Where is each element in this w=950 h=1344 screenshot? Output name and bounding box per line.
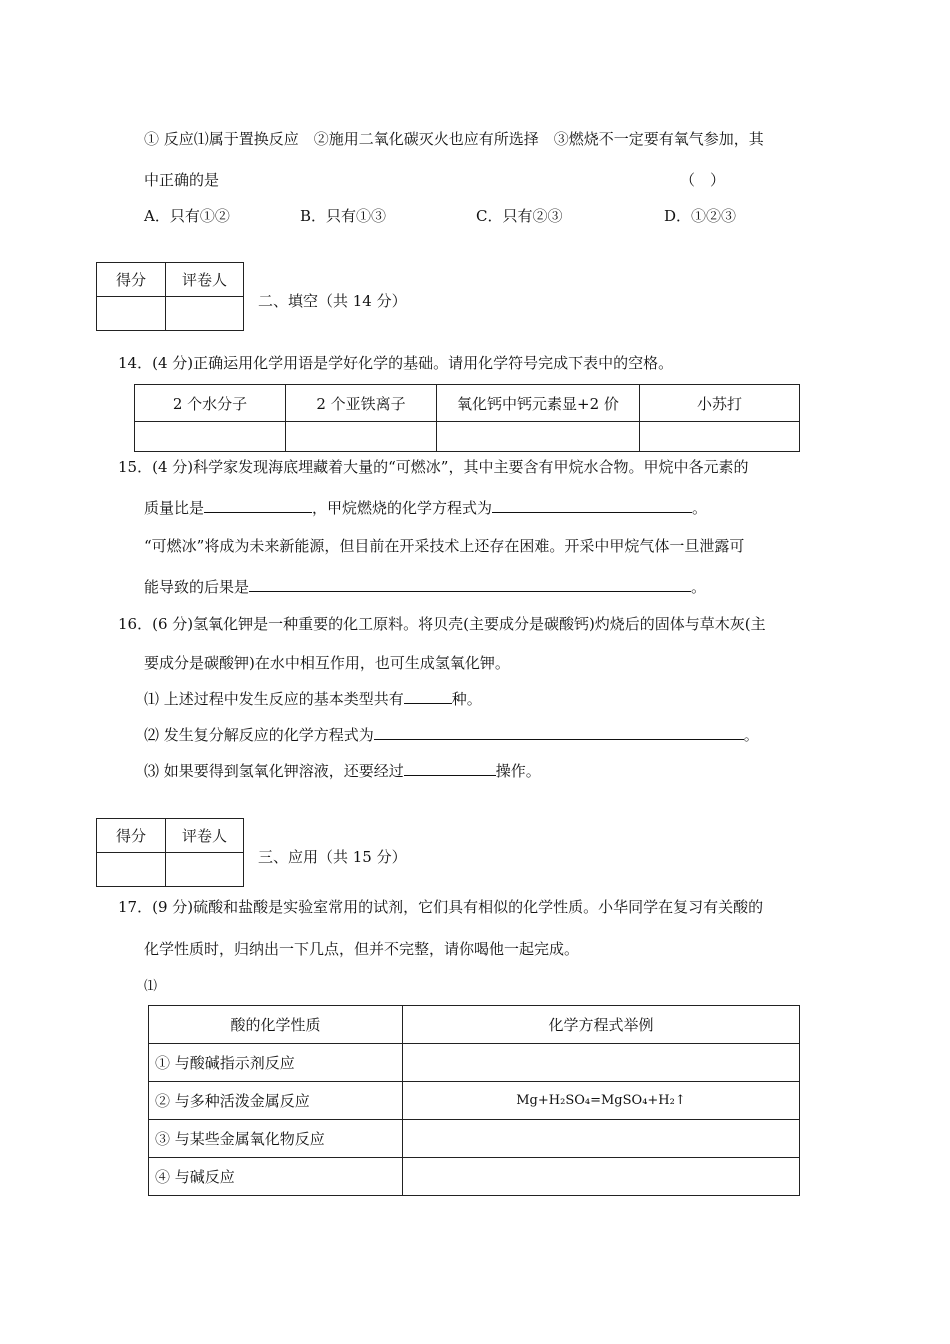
section3-title: 三、应用（共 15 分） xyxy=(258,848,407,866)
q17-line1: 17．(9 分)硫酸和盐酸是实验室常用的试剂，它们具有相似的化学性质。小华同学在复习有关酸的 xyxy=(118,898,764,916)
score-box-section3 xyxy=(96,818,244,887)
q15-consequence-blank[interactable] xyxy=(249,576,691,592)
q15-line2 xyxy=(144,497,707,518)
q16-part2 xyxy=(144,724,759,745)
q14-header: 氧化钙中钙元素显+2 价 xyxy=(437,385,640,422)
score-cell[interactable] xyxy=(97,853,166,887)
grader-cell[interactable] xyxy=(166,853,244,887)
q15-line1: 15．(4 分)科学家发现海底埋藏着大量的“可燃冰”，其中主要含有甲烷水合物。甲烷中各元素的 xyxy=(118,458,749,476)
q14-text: 14．(4 分)正确运用化学用语是学好化学的基础。请用化学符号完成下表中的空格。 xyxy=(118,354,674,372)
grader-cell[interactable] xyxy=(166,297,244,331)
q14-header: 2 个水分子 xyxy=(135,385,286,422)
score-label: 得分 xyxy=(97,819,166,853)
q16-line2: 要成分是碳酸钾)在水中相互作用，也可生成氢氧化钾。 xyxy=(144,654,510,672)
q14-answer-cell[interactable] xyxy=(640,422,800,452)
q17-line2: 化学性质时，归纳出一下几点，但并不完整，请你喝他一起完成。 xyxy=(144,940,580,958)
q15-line2-a: 质量比是 xyxy=(144,499,205,517)
q17-table xyxy=(148,1005,800,1196)
q17-row-property: ① 与酸碱指示剂反应 xyxy=(149,1044,403,1082)
score-box-section2 xyxy=(96,262,244,331)
q13-option-c: C．只有②③ xyxy=(476,207,563,225)
q14-table xyxy=(134,384,800,452)
q16-part3-end: 操作。 xyxy=(495,762,541,780)
q14-answer-cell[interactable] xyxy=(437,422,640,452)
q13-line2: 中正确的是 xyxy=(144,171,220,189)
q14-header: 2 个亚铁离子 xyxy=(286,385,437,422)
q14-header: 小苏打 xyxy=(640,385,800,422)
q16-part1-text: ⑴ 上述过程中发生反应的基本类型共有 xyxy=(144,690,404,708)
q16-part2-text: ⑵ 发生复分解反应的化学方程式为 xyxy=(144,726,374,744)
section2-title: 二、填空（共 14 分） xyxy=(258,292,407,310)
q13-option-d: D．①②③ xyxy=(664,207,737,225)
q17-sub1: ⑴ xyxy=(144,979,158,994)
q14-answer-cell[interactable] xyxy=(286,422,437,452)
q17-row-equation-cell[interactable] xyxy=(403,1158,800,1196)
q15-line4 xyxy=(144,576,706,597)
q15-line4-a: 能导致的后果是 xyxy=(144,578,250,596)
q17-row-property: ④ 与碱反应 xyxy=(149,1158,403,1196)
q16-reaction-type-blank[interactable] xyxy=(404,688,452,704)
q16-part3-text: ⑶ 如果要得到氢氧化钾溶液，还要经过 xyxy=(144,762,404,780)
q13-answer-paren: （ ） xyxy=(680,171,726,189)
grader-label: 评卷人 xyxy=(166,263,244,297)
q16-equation-blank[interactable] xyxy=(374,724,744,740)
q16-line1: 16．(6 分)氢氧化钾是一种重要的化工原料。将贝壳(主要成分是碳酸钙)灼烧后的固体与草木灰(主 xyxy=(118,615,766,633)
q17-row-property: ② 与多种活泼金属反应 xyxy=(149,1082,403,1120)
q15-line2-b: ，甲烷燃烧的化学方程式为 xyxy=(312,499,493,517)
q16-operation-blank[interactable] xyxy=(404,760,496,776)
q17-col-property: 酸的化学性质 xyxy=(149,1006,403,1044)
q16-part3 xyxy=(144,760,541,781)
q15-mass-ratio-blank[interactable] xyxy=(204,497,312,513)
q15-equation-blank[interactable] xyxy=(492,497,692,513)
q17-row-property: ③ 与某些金属氧化物反应 xyxy=(149,1120,403,1158)
q16-part2-end: 。 xyxy=(743,726,759,744)
score-cell[interactable] xyxy=(97,297,166,331)
q15-line3: “可燃冰”将成为未来新能源，但目前在开采技术上还存在困难。开采中甲烷气体一旦泄露可 xyxy=(144,537,745,555)
q17-row-equation-cell[interactable] xyxy=(403,1044,800,1082)
score-label: 得分 xyxy=(97,263,166,297)
q16-part1-end: 种。 xyxy=(451,690,482,708)
grader-label: 评卷人 xyxy=(166,819,244,853)
q13-option-a: A．只有①② xyxy=(144,207,230,225)
q13-option-b: B．只有①③ xyxy=(300,207,387,225)
q15-line2-c: 。 xyxy=(692,499,708,517)
q16-part1 xyxy=(144,688,482,709)
q14-answer-cell[interactable] xyxy=(135,422,286,452)
q15-line4-b: 。 xyxy=(691,578,707,596)
q13-statements: ① 反应⑴属于置换反应 ②施用二氧化碳灭火也应有所选择 ③燃烧不一定要有氧气参加，其 xyxy=(144,130,764,148)
q17-col-equation: 化学方程式举例 xyxy=(403,1006,800,1044)
q17-row-equation: Mg+H₂SO₄=MgSO₄+H₂↑ xyxy=(403,1082,800,1120)
q17-row-equation-cell[interactable] xyxy=(403,1120,800,1158)
